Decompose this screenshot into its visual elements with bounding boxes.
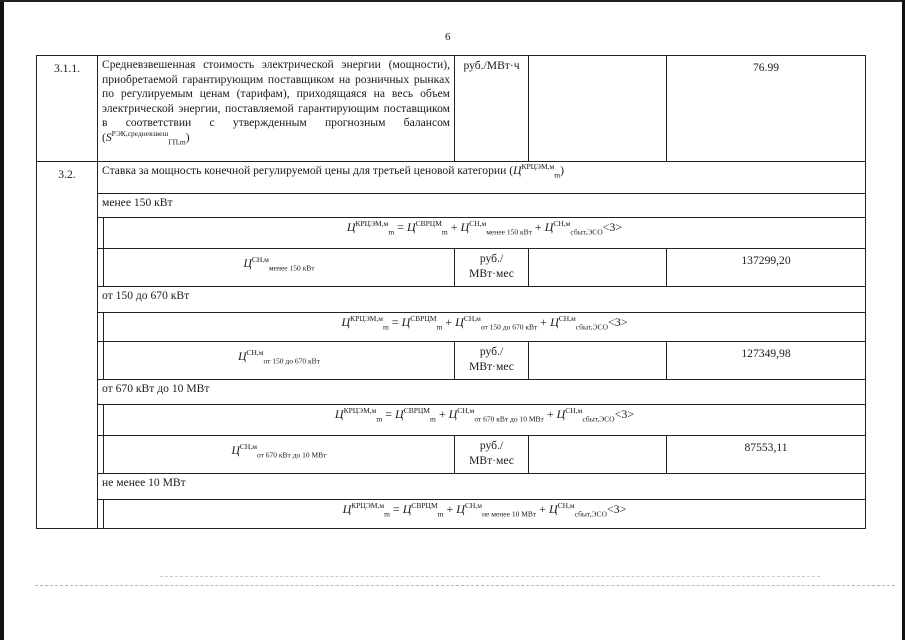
empty-cell bbox=[529, 56, 667, 162]
unit-cell: руб./МВт·ч bbox=[455, 56, 529, 162]
row-number: 3.2. bbox=[37, 162, 98, 529]
formula-row bbox=[37, 405, 866, 436]
section-heading-row bbox=[37, 194, 866, 218]
price-formula: $Ц^{КРЦЭМ,м}_m = Ц^{СВРЦМ}_m + Ц^{СН,м}_{от 670 кВт до 10 МВт} + Ц^{СН,м}_{сбыт,ЭСО}<3>$ bbox=[104, 405, 866, 436]
section-heading-row bbox=[37, 474, 866, 500]
formula-symbol: $Ц^{КРЦЭМ,м}_m$ bbox=[513, 162, 561, 180]
unit-cell: руб./ МВт·мес bbox=[455, 249, 529, 287]
tariff-table bbox=[36, 55, 866, 529]
formula-row bbox=[37, 218, 866, 249]
page-number: 6 bbox=[445, 31, 451, 43]
value-cell: 127349,98 bbox=[667, 342, 866, 380]
empty-cell bbox=[529, 342, 667, 380]
scan-artifact bbox=[35, 585, 895, 590]
unit-cell: руб./ МВт·мес bbox=[455, 342, 529, 380]
component-symbol: $Ц^{СН,м}_{менее 150 кВт}$ bbox=[104, 249, 455, 287]
value-cell: 87553,11 bbox=[667, 436, 866, 474]
formula-symbol: $S^{РЭК,средневзвеш}_{ГП,m}$ bbox=[105, 128, 186, 146]
value-row bbox=[37, 249, 866, 287]
value-cell: 137299,20 bbox=[667, 249, 866, 287]
value-row bbox=[37, 436, 866, 474]
row-number: 3.1.1. bbox=[37, 56, 98, 162]
price-formula: $Ц^{КРЦЭМ,м}_m = Ц^{СВРЦМ}_m + Ц^{СН,м}_{не менее 10 МВт} + Ц^{СН,м}_{сбыт,ЭСО}<3>$ bbox=[104, 500, 866, 529]
price-formula: $Ц^{КРЦЭМ,м}_m = Ц^{СВРЦМ}_m + Ц^{СН,м}_{от 150 до 670 кВт} + Ц^{СН,м}_{сбыт,ЭСО}<3>$ bbox=[104, 313, 866, 342]
section-heading-row bbox=[37, 287, 866, 313]
component-symbol: $Ц^{СН,м}_{от 670 кВт до 10 МВт}$ bbox=[104, 436, 455, 474]
section-heading: от 150 до 670 кВт bbox=[98, 287, 866, 313]
section-heading: менее 150 кВт bbox=[98, 194, 866, 218]
scan-border-top bbox=[0, 0, 905, 2]
section-heading: от 670 кВт до 10 МВт bbox=[98, 380, 866, 405]
section-heading: не менее 10 МВт bbox=[98, 474, 866, 500]
formula-row bbox=[37, 500, 866, 529]
price-formula: $Ц^{КРЦЭМ,м}_m = Ц^{СВРЦМ}_m + Ц^{СН,м}_{менее 150 кВт} + Ц^{СН,м}_{сбыт,ЭСО}<3>$ bbox=[104, 218, 866, 249]
scan-artifact bbox=[160, 576, 820, 581]
row-description: Ставка за мощность конечной регулируемой цены для третьей ценовой категории $(Ц^{КРЦЭМ,м}_m)$ bbox=[98, 162, 866, 194]
table-row bbox=[37, 56, 866, 162]
value-row bbox=[37, 342, 866, 380]
value-cell: 76.99 bbox=[667, 56, 866, 162]
table-row bbox=[37, 162, 866, 194]
component-symbol: $Ц^{СН,м}_{от 150 до 670 кВт}$ bbox=[104, 342, 455, 380]
unit-cell: руб./ МВт·мес bbox=[455, 436, 529, 474]
row-description: Средневзвешенная стоимость электрической энергии (мощности), приобретаемой гарантирующим поставщиком на розничных рынках по регулируемым ценам (тарифам), приходящаяся на весь объем электрической энергии, поставляемой гарантирующим поставщиком в соответствии с утвержденным прогнозным балансом $(S^{РЭК,средневзвеш}_{ГП,m})$ bbox=[98, 56, 455, 162]
formula-row bbox=[37, 313, 866, 342]
empty-cell bbox=[529, 436, 667, 474]
scan-border-left bbox=[0, 0, 4, 640]
section-heading-row bbox=[37, 380, 866, 405]
empty-cell bbox=[529, 249, 667, 287]
